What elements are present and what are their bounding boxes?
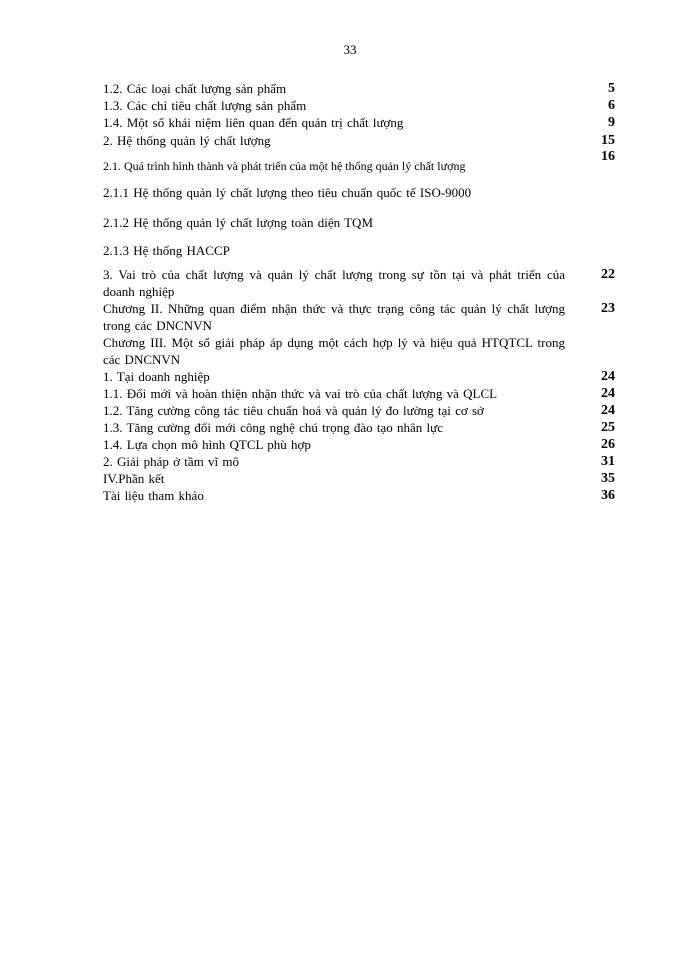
toc-entry (103, 402, 615, 419)
toc-entry-page: 23 (601, 301, 615, 316)
toc-entry-page: 6 (608, 98, 615, 113)
toc-entry-page: 24 (601, 403, 615, 418)
toc-entry-page: 25 (601, 420, 615, 435)
toc-entry (103, 97, 615, 114)
toc-entry-title: 1. Tại doanh nghiệp (103, 369, 210, 384)
toc-entry (103, 487, 615, 504)
toc-entry (103, 266, 615, 300)
toc-entry-title: 1.3. Các chỉ tiêu chất lượng sản phẩm (103, 98, 307, 113)
toc-entry-title: Tài liệu tham khảo (103, 488, 204, 503)
toc-entry (103, 436, 615, 453)
toc-entry (103, 149, 615, 175)
toc-entry-title: 1.3. Tăng cường đổi mới công nghệ chú trọng đào tạo nhân lực (103, 420, 443, 435)
toc-entry (103, 300, 615, 334)
toc-entry-page: 24 (601, 369, 615, 384)
toc-entry (103, 453, 615, 470)
toc-entry-title: IV.Phần kết (103, 471, 165, 486)
toc-entry-title: 2. Giải pháp ở tầm vĩ mô (103, 454, 239, 469)
toc-entry (103, 184, 615, 201)
toc-entry-title: 2.1. Quá trình hình thành và phát triển của một hệ thống quản lý chất lượng (103, 159, 466, 173)
toc-entry-page: 36 (601, 488, 615, 503)
toc-entry (103, 214, 615, 231)
toc-entry-title: 2.1.2 Hệ thống quản lý chất lượng toàn diện TQM (103, 215, 374, 230)
toc-entry-title: 1.4. Lựa chọn mô hình QTCL phù hợp (103, 437, 311, 452)
toc-entry-page: 15 (601, 133, 615, 148)
toc-entry-page: 24 (601, 386, 615, 401)
toc-entry-page: 16 (601, 149, 615, 164)
toc-entry-page: 9 (608, 115, 615, 130)
page-number: 33 (343, 42, 357, 57)
toc-entry-page: 5 (608, 81, 615, 96)
toc-entry-page: 22 (601, 267, 615, 282)
toc-entry-title: 1.1. Đổi mới và hoàn thiện nhận thức và vai trò của chất lượng và QLCL (103, 386, 498, 401)
toc-entry-title: 3. Vai trò của chất lượng và quản lý chất lượng trong sự tồn tại và phát triển của doanh nghiệp (103, 267, 565, 299)
toc-entry-title: 2. Hệ thống quản lý chất lượng (103, 133, 271, 148)
toc-entry (103, 470, 615, 487)
toc-entry (103, 114, 615, 131)
toc-entry-page: 35 (601, 471, 615, 486)
toc-entry (103, 368, 615, 385)
toc-entry-page: 31 (601, 454, 615, 469)
toc-entry-title: Chương III. Một số giải pháp áp dụng một cách hợp lý và hiệu quả HTQTCL trong các DNCNVN (103, 335, 565, 367)
toc-entry (103, 385, 615, 402)
toc-entry-title: 1.4. Một số khái niệm liên quan đến quản trị chất lượng (103, 115, 404, 130)
toc-entry (103, 132, 615, 149)
toc-entry (103, 80, 615, 97)
toc-entry-title: 2.1.3 Hệ thống HACCP (103, 243, 230, 258)
toc-entry-title: 1.2. Tăng cường công tác tiêu chuẩn hoá và quản lý đo lường tại cơ sở (103, 403, 484, 418)
toc-entry (103, 334, 615, 368)
toc-entry (103, 242, 615, 259)
toc-entry-title: Chương II. Những quan điểm nhận thức và thực trạng công tác quản lý chất lượng trong các DNCNVN (103, 301, 565, 333)
toc-entry-title: 2.1.1 Hệ thống quản lý chất lượng theo tiêu chuẩn quốc tế ISO-9000 (103, 185, 472, 200)
toc-entry-title: 1.2. Các loại chất lượng sản phẩm (103, 81, 287, 96)
toc-entry-page: 26 (601, 437, 615, 452)
toc-entry (103, 419, 615, 436)
